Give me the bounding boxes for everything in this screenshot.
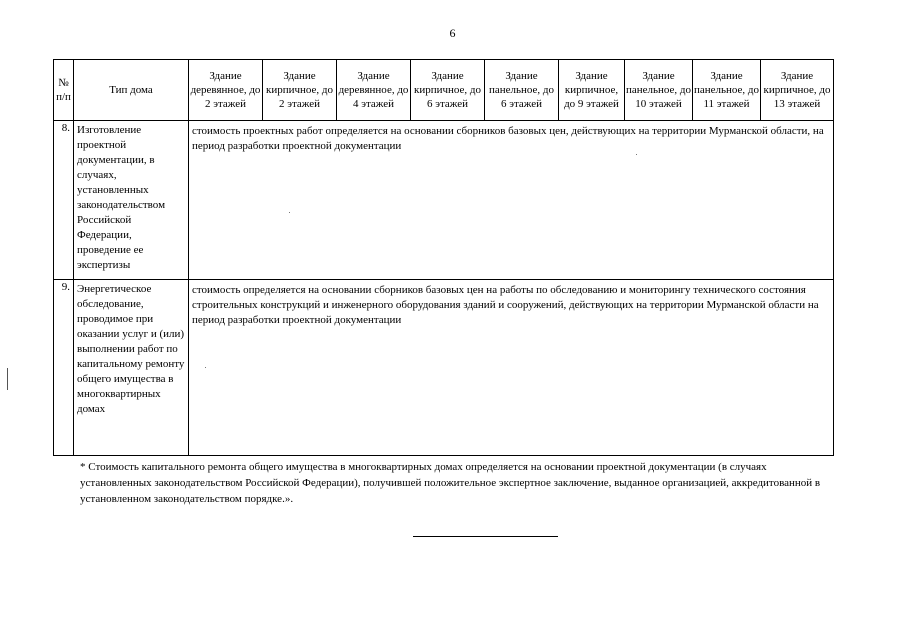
scan-speck: [289, 212, 290, 213]
table-row: [54, 280, 834, 456]
row-type: Изготовление проектной документации, в случаях, установленных законодательством Российской Федерации, проведение ее экспертизы: [74, 121, 189, 280]
row-number: 8.: [54, 121, 74, 280]
page-number: 6: [449, 26, 456, 40]
header-col-6: Здание кирпичное, до 9 этажей: [559, 60, 625, 121]
header-col-2: Здание кирпичное, до 2 этажей: [263, 60, 337, 121]
header-col-9: Здание кирпичное, до 13 этажей: [761, 60, 834, 121]
scan-margin-mark: [7, 368, 8, 390]
header-col-8: Здание панельное, до 11 этажей: [693, 60, 761, 121]
scan-speck: [636, 154, 637, 155]
header-col-1: Здание деревянное, до 2 этажей: [189, 60, 263, 121]
header-col-4: Здание кирпичное, до 6 этажей: [411, 60, 485, 121]
row-description: стоимость определяется на основании сборников базовых цен на работы по обследованию и мониторингу технического состояния строительных конструкций и инженерного оборудования зданий и сооружений, действующих на территории Мурманской области на период разработки проектной документации: [189, 280, 834, 456]
table-header-row: [54, 60, 834, 121]
row-type: Энергетическое обследование, проводимое при оказании услуг и (или) выполнении работ по капитальному ремонту общего имущества в многоквартирных домах: [74, 280, 189, 456]
header-type: Тип дома: [74, 60, 189, 121]
horizontal-rule: [413, 536, 558, 537]
row-description: стоимость проектных работ определяется на основании сборников базовых цен, действующих на территории Мурманской области, на период разработки проектной документации: [189, 121, 834, 280]
cost-table: [53, 59, 834, 456]
header-col-3: Здание деревянное, до 4 этажей: [337, 60, 411, 121]
scan-speck: [205, 367, 206, 368]
header-col-5: Здание панельное, до 6 этажей: [485, 60, 559, 121]
header-col-7: Здание панельное, до 10 этажей: [625, 60, 693, 121]
row-number: 9.: [54, 280, 74, 456]
header-num: № п/п: [54, 60, 74, 121]
table-row: [54, 121, 834, 280]
footnote: * Стоимость капитального ремонта общего имущества в многоквартирных домах определяется на основании проектной документации (в случаях установленных законодательством Российской Федерации), получившей положительное экспертное заключение, выданное организацией, аккредитованной в установленном законодательством порядке.».: [80, 461, 821, 505]
